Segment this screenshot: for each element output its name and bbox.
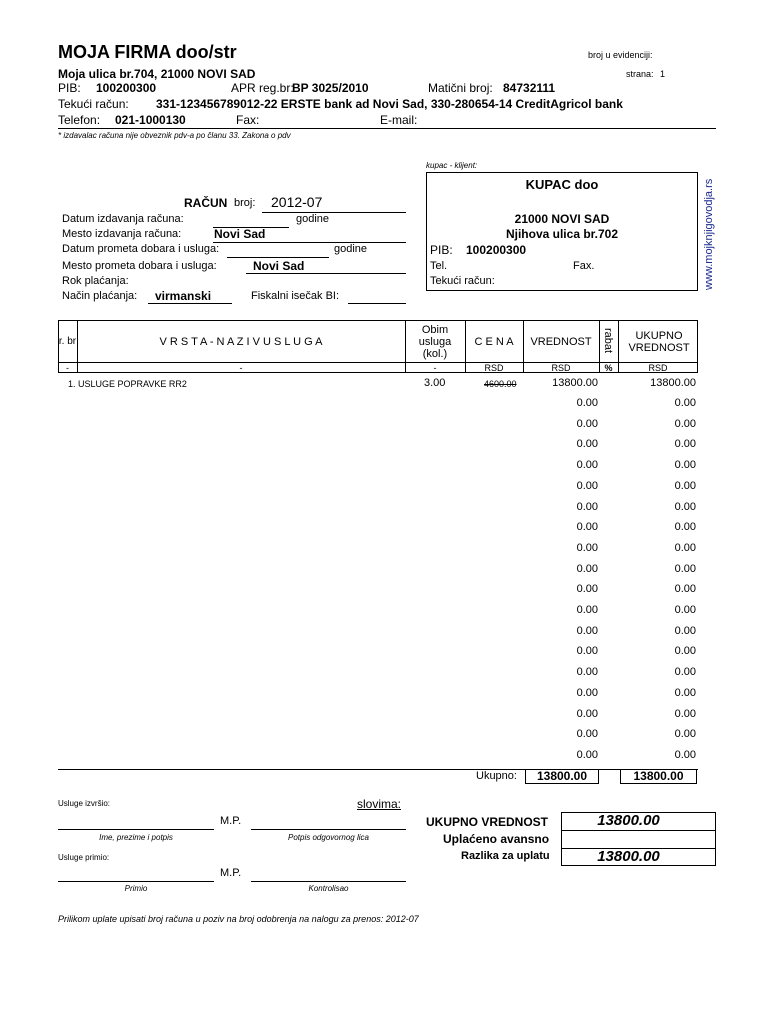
table-row [58,501,698,522]
row-value: 0.00 [576,666,598,679]
signature-line [58,829,214,830]
seller-account: 331-123456789012-22 ERSTE bank ad Novi Sad, 330-280654-14 CreditAgricol bank [156,97,623,111]
table-row [58,645,698,666]
fiscal-label: Fiskalni isečak BI: [251,290,340,302]
header-total: UKUPNO VREDNOST [628,329,690,354]
buyer-name: KUPAC doo [525,177,599,192]
payment-line [148,303,232,304]
sum-total: 13800.00 [620,769,697,784]
row-total: 0.00 [674,686,696,699]
row-value: 0.00 [576,417,598,430]
seller-phone: 021-1000130 [115,113,186,127]
payment-label: Način plaćanja: [62,290,138,302]
header-no: r. br [58,335,77,347]
row-value: 0.00 [576,397,598,409]
responsible-signature-caption: Potpis odgovornog lica [288,833,369,842]
unit-discount: % [604,363,613,373]
row-value: 0.00 [576,686,598,699]
buyer-account-label: Tekući račun: [430,275,495,287]
row-total: 0.00 [674,479,696,492]
seller-mb: 84732111 [503,81,556,95]
seller-pib: 100200300 [96,81,157,95]
buyer-pib: 100200300 [466,243,527,257]
row-value: 0.00 [576,438,598,451]
seller-pib-label: PIB: [58,81,81,95]
delivery-date-label: Datum prometa dobara i usluga: [62,243,220,255]
row-value: 0.00 [576,728,598,741]
stamp-label: M.P. [220,867,242,879]
table-row [58,438,698,459]
unit-value: RSD [551,363,571,373]
table-row [58,583,698,604]
table-row [58,542,698,563]
sum-divider [58,769,698,770]
evidence-number-label: broj u evidenciji: [588,50,653,60]
row-total: 0.00 [674,397,696,409]
row-value: 13800.00 [552,377,598,389]
header-name: V R S T A - N A Z I V U S L U G A [159,335,323,348]
issue-place: Novi Sad [214,227,266,241]
header-divider [58,128,716,129]
row-total: 0.00 [674,500,696,513]
table-row [58,418,698,439]
total-label: UKUPNO VREDNOST [426,815,549,829]
table-row [58,521,698,542]
seller-mb-label: Matični broj: [428,81,493,95]
invoice-number: 2012-07 [271,194,323,210]
due-label: Rok plaćanja: [62,275,129,287]
advance-label: Uplaćeno avansno [443,832,550,846]
sum-value: 13800.00 [525,769,599,784]
words-label: slovima: [357,797,402,811]
row-total: 0.00 [674,624,696,637]
page-number: 1 [660,69,666,79]
stamp-label: M.P. [220,815,242,827]
row-value: 0.00 [576,562,598,575]
signature-line [58,881,214,882]
row-total: 0.00 [674,645,696,658]
buyer-fax-label: Fax. [573,260,595,272]
header-value: VREDNOST [530,335,592,348]
issue-date-suffix: godine [296,213,330,225]
table-row [58,625,698,646]
seller-fax-label: Fax: [236,113,260,127]
table-row [58,687,698,708]
received-label: Usluge primio: [58,853,110,862]
table-row [58,666,698,687]
buyer-tel-label: Tel. [430,260,448,272]
signature-line [251,881,406,882]
name-signature-caption: Ime, prezime i potpis [99,833,173,842]
table-row [58,708,698,729]
header-price: C E N A [474,335,514,348]
table-row [58,749,698,770]
signature-line [251,829,406,830]
delivery-date-line [227,257,329,258]
row-total: 0.00 [674,728,696,741]
invoice-title: RAČUN [184,196,228,210]
row-name: 1. USLUGE POPRAVKE RR2 [68,379,187,389]
seller-apr-label: APR reg.br: [231,81,294,95]
row-total: 0.00 [674,562,696,575]
fiscal-line [348,303,406,304]
row-value: 0.00 [576,748,598,761]
total-value: 13800.00 [597,812,660,829]
row-total: 0.00 [674,521,696,534]
table-row [58,728,698,749]
diff-label: Razlika za uplatu [461,850,550,862]
delivery-place: Novi Sad [253,259,305,273]
buyer-caption: kupac - klijent: [426,161,478,170]
seller-name: MOJA FIRMA doo/str [58,42,237,62]
buyer-street: Njihova ulica br.702 [505,227,619,241]
row-price: 4600.00 [484,379,517,389]
issue-place-line [213,242,406,243]
table-row [58,377,698,398]
header-discount: rabat [602,328,614,354]
unit-no: - [66,363,69,373]
unit-name: - [239,363,243,373]
seller-address: Moja ulica br.704, 21000 NOVI SAD [58,67,256,81]
received-caption: Primio [124,884,148,893]
row-value: 0.00 [576,707,598,720]
seller-email-label: E-mail: [380,113,418,127]
row-value: 0.00 [576,500,598,513]
row-total: 13800.00 [650,377,696,389]
table-row [58,480,698,501]
row-total: 0.00 [674,707,696,720]
row-qty: 3.00 [424,377,446,389]
header-qty: Obim usluga (kol.) [418,323,452,360]
issue-date-label: Datum izdavanja računa: [62,213,184,225]
invoice-number-line [262,212,406,213]
row-total: 0.00 [674,604,696,616]
row-total: 0.00 [674,748,696,761]
seller-account-label: Tekući račun: [58,97,129,111]
delivery-date-suffix: godine [334,243,368,255]
controlled-caption: Kontrolisao [308,884,349,893]
row-total: 0.00 [674,459,696,472]
table-row [58,459,698,480]
unit-price: RSD [484,363,504,373]
row-value: 0.00 [576,541,598,554]
vat-note: * izdavalac računa nije obveznik pdv-a po članu 33. Zakona o pdv [58,131,291,140]
row-value: 0.00 [576,459,598,472]
row-total: 0.00 [674,438,696,451]
unit-qty: - [433,363,437,373]
row-total: 0.00 [674,417,696,430]
table-row [58,397,698,418]
issue-place-label: Mesto izdavanja računa: [62,228,182,240]
row-value: 0.00 [576,583,598,596]
row-value: 0.00 [576,521,598,534]
served-label: Usluge izvršio: [58,799,111,808]
row-value: 0.00 [576,624,598,637]
row-value: 0.00 [576,645,598,658]
page-label: strana: [626,69,654,79]
row-total: 0.00 [674,541,696,554]
delivery-place-line [246,273,406,274]
unit-total: RSD [648,363,668,373]
website-link[interactable]: www.mojknjigovodja.rs [703,178,715,290]
buyer-pib-label: PIB: [430,243,453,257]
row-total: 0.00 [674,583,696,596]
seller-apr: BP 3025/2010 [292,81,369,95]
row-value: 0.00 [576,479,598,492]
row-value: 0.00 [576,604,598,616]
invoice-number-label: broj: [234,197,256,209]
table-row [58,604,698,625]
totals-divider [561,830,716,831]
table-row [58,563,698,584]
seller-phone-label: Telefon: [58,113,101,127]
diff-value: 13800.00 [597,848,660,865]
buyer-city: 21000 NOVI SAD [514,212,610,226]
sum-label: Ukupno: [476,770,517,782]
payment-method: virmanski [155,289,212,303]
row-total: 0.00 [674,666,696,679]
delivery-place-label: Mesto prometa dobara i usluga: [62,260,217,272]
payment-reference-note: Prilikom uplate upisati broj računa u poziv na broj odobrenja na nalogu za prenos: 2012-07 [58,914,419,924]
